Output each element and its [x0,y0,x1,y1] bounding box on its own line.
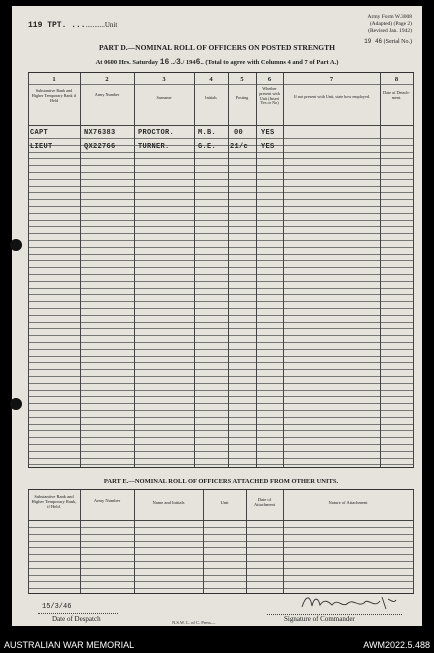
ruled-line [28,403,414,404]
ruled-line [28,444,414,445]
part-d-title: PART D.—NOMINAL ROLL OF OFFICERS ON POSTED STRENGTH [99,43,335,52]
column-header: Nature of Attachment [328,500,368,505]
posting-cell: 21/c [230,143,249,151]
rank-cell: LIEUT [30,143,53,151]
part-d-table [28,72,414,468]
surname-cell: PROCTOR. [138,129,175,137]
posting-cell: 00 [234,129,244,137]
ruled-line [28,430,414,431]
part-e-title: PART E.—NOMINAL ROLL OF OFFICERS ATTACHED FROM OTHER UNITS. [103,478,339,485]
ruled-line [28,376,414,377]
ruled-line [28,186,414,187]
ruled-line [28,254,414,255]
ruled-line [28,281,414,282]
col-border [413,73,414,467]
col-border [246,490,247,593]
form-id-line: Army Form W.3008 [367,14,412,20]
ruled-line [28,588,414,589]
ruled-line [28,390,414,391]
ruled-line [28,534,414,535]
ruled-line [28,417,414,418]
ruled-line [28,301,414,302]
ruled-line [28,138,414,139]
column-header: Date of Attachment [254,497,275,508]
signature-label: Signature of Commander [284,615,355,623]
accession-number: AWM2022.5.488 [363,640,430,650]
ruled-line [28,294,414,295]
ruled-line [28,199,414,200]
ruled-line [28,288,414,289]
column-header: Army Number [93,498,121,503]
col-border [194,73,195,467]
column-number: 3 [162,76,166,83]
despatch-date-label: Date of Despatch [52,615,101,623]
column-number: 8 [394,76,399,83]
ruled-line [28,165,414,166]
ruled-line [28,547,414,548]
document-sheet [12,6,422,626]
col-border [80,73,81,467]
header-bottom [28,125,414,126]
present-cell: YES [261,143,275,151]
ruled-line [28,335,414,336]
commander-signature [298,591,398,613]
unit-value: 119 TPT. ... [28,21,86,30]
column-header: Substantive Rank and Higher Temporary Rank if Held [31,88,77,103]
surname-cell: TURNER. [138,143,170,151]
punch-hole [10,398,22,410]
part-d-grid [28,72,414,468]
army-number-cell: QX22766 [84,143,116,151]
part-e-table [28,474,414,594]
at-line-suffix: (Total to agree with Columns 4 and 7 of Part A.) [205,59,339,66]
column-header: Army Number [94,92,120,97]
punch-hole [10,239,22,251]
ruled-line [28,328,414,329]
column-header: Posting [235,95,249,100]
col-border [134,73,135,467]
ruled-line [28,322,414,323]
form-identifier [312,14,412,35]
ruled-line [28,349,414,350]
despatch-dotted-line [38,613,118,614]
unit-line: 119 TPT. ..............Unit [28,21,118,30]
ruled-line [28,213,414,214]
col-border [380,73,381,467]
column-header: Name and Initials [152,500,185,505]
col-border [203,490,204,593]
unit-label: Unit [104,21,118,29]
present-cell: YES [261,129,275,137]
column-number: 6 [267,76,272,83]
column-number: 1 [52,76,56,83]
at-year-digit: 6 [195,58,201,67]
at-year-prefix: 194 [185,59,196,66]
ruled-line [28,247,414,248]
serial-label: (Serial No.) [383,39,412,45]
column-header: Initials [205,95,217,100]
form-id-line: (Revised Jan. 1942) [368,27,412,34]
ruled-line [28,267,414,268]
ruled-line [28,541,414,542]
col-border [283,490,284,593]
ruled-line [28,554,414,555]
column-header: Surname [156,95,172,100]
at-day: 16 [159,58,170,67]
ruled-line [28,424,414,425]
initials-cell: G.E. [198,143,217,151]
column-header: If not present with Unit, state how employed. [294,94,370,99]
ruled-line [28,568,414,569]
ruled-line [28,396,414,397]
header-bottom [28,520,414,521]
col-border [134,490,135,593]
column-header: Unit [220,500,229,505]
ruled-line [28,240,414,241]
column-number: 7 [329,76,334,83]
col-border [228,73,229,467]
ruled-line [28,356,414,357]
ruled-line [28,575,414,576]
ruled-line [28,260,414,261]
parade-state-line: At 0600 Hrs. Saturday 16 ../3./ 1946.. (Total to agree with Columns 4 and 7 of Part A.) [95,58,339,67]
header-divider [28,84,414,85]
ruled-line [28,362,414,363]
col-border [80,490,81,593]
column-number: 5 [240,76,244,83]
ruled-line [28,308,414,309]
ruled-line [28,192,414,193]
ruled-line [28,383,414,384]
ruled-line [28,581,414,582]
ruled-line [28,158,414,159]
ruled-line [28,527,414,528]
column-header: Whether present with Unit (Insert Yes or No) [259,86,280,106]
serial-value: 19 46 [364,38,383,45]
ruled-line [28,458,414,459]
initials-cell: M.B. [198,129,217,137]
ruled-line [28,451,414,452]
despatch-date-value: 15/3/46 [42,603,72,611]
ruled-line [28,233,414,234]
column-header: Date of Detach-ment. [383,90,410,100]
col-border [283,73,284,467]
col-border [413,490,414,593]
column-header: Substantive Rank and Higher Temporary Rank, if Held. [31,494,77,510]
archive-credit: AUSTRALIAN WAR MEMORIAL [4,640,135,650]
at-line-prefix: At 0600 Hrs. Saturday [95,59,159,66]
army-number-cell: NX76383 [84,129,116,137]
col-border [256,73,257,467]
ruled-line [28,464,414,465]
ruled-line [28,172,414,173]
ruled-line [28,342,414,343]
at-month: 3 [176,58,181,67]
ruled-line [28,369,414,370]
col-border [28,490,29,593]
ruled-line [28,315,414,316]
col-border [28,73,29,467]
ruled-line [28,226,414,227]
ruled-line [28,561,414,562]
ruled-line [28,220,414,221]
column-number: 2 [105,76,109,83]
ruled-line [28,152,414,153]
ruled-line [28,179,414,180]
part-e-grid [28,489,414,594]
rank-cell: CAPT [30,129,49,137]
ruled-line [28,274,414,275]
column-number: 4 [209,76,213,83]
ruled-line [28,410,414,411]
printer-imprint: N.S.W. L. of C. Press— [172,620,216,625]
ruled-line [28,206,414,207]
form-id-line: (Adapted) (Page 2) [369,20,412,27]
ruled-line [28,437,414,438]
